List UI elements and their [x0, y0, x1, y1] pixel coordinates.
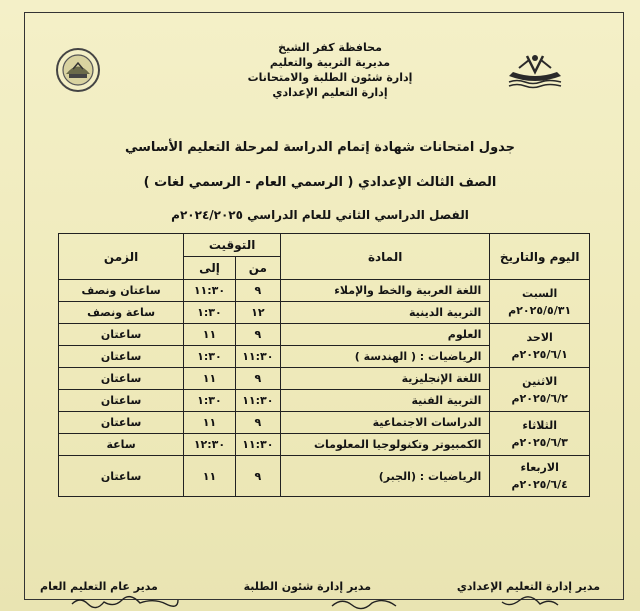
header-line-prep-admin: إدارة التعليم الإعدادي — [272, 86, 388, 99]
to-cell: ١١:٣٠ — [184, 280, 236, 302]
day-cell — [490, 368, 590, 412]
day-date: ٢٠٢٥/٦/٣م — [511, 435, 568, 449]
from-cell: ١١:٣٠ — [235, 390, 280, 412]
day-name: الاحد — [526, 330, 553, 344]
day-date: ٢٠٢٥/٥/٣١م — [508, 303, 572, 317]
exam-schedule-table — [58, 233, 590, 497]
duration-cell: ساعتان — [59, 346, 184, 368]
to-cell: ١١ — [184, 368, 236, 390]
title-term: الفصل الدراسي الثاني للعام الدراسي ٢٠٢٤/٢٠٢٥م — [171, 208, 469, 222]
signature-general-director: مدير عام التعليم العام — [40, 580, 158, 593]
from-cell: ٩ — [235, 412, 280, 434]
title-grade: الصف الثالث الإعدادي ( الرسمي العام - الرسمي لغات ) — [143, 175, 497, 190]
table-row — [59, 412, 590, 434]
subject-cell: اللغة الإنجليزية — [280, 368, 489, 390]
day-name: الثلاثاء — [522, 418, 557, 432]
subject-cell: الرياضيات : (الجبر) — [280, 456, 489, 497]
signature-row — [40, 580, 600, 593]
from-cell: ٩ — [235, 368, 280, 390]
subject-cell: الكمبيوتر وتكنولوجيا المعلومات — [280, 434, 489, 456]
subject-cell: التربية الدينية — [280, 302, 489, 324]
signature-prep-director: مدير إدارة التعليم الإعدادي — [456, 580, 600, 593]
to-cell: ١:٣٠ — [184, 302, 236, 324]
duration-cell: ساعتان — [59, 456, 184, 497]
header-day-date: اليوم والتاريخ — [490, 234, 590, 280]
title-grade-wrap — [40, 175, 600, 190]
day-cell — [490, 280, 590, 324]
duration-cell: ساعتان — [59, 324, 184, 346]
day-date: ٢٠٢٥/٦/٢م — [511, 391, 568, 405]
table-row — [59, 456, 590, 497]
title-main: جدول امتحانات شهادة إتمام الدراسة لمرحلة التعليم الأساسي — [124, 140, 516, 155]
title-main-wrap — [40, 140, 600, 155]
header-line-directorate: مديرية التربية والتعليم — [269, 56, 391, 69]
from-cell: ١٢ — [235, 302, 280, 324]
header-timing: التوقيت — [184, 234, 281, 257]
day-cell — [490, 456, 590, 497]
title-term-wrap — [40, 208, 600, 222]
handwritten-signature-general — [70, 594, 180, 610]
header-subject: المادة — [280, 234, 489, 280]
day-name: الاربعاء — [520, 461, 559, 474]
header-line-students-affairs: إدارة شئون الطلبة والامتحانات — [247, 71, 413, 84]
duration-cell: ساعتان — [59, 412, 184, 434]
to-cell: ١١ — [184, 324, 236, 346]
header-to: إلى — [184, 257, 236, 280]
table-row — [59, 324, 590, 346]
ministry-header — [220, 40, 440, 100]
to-cell: ١٢:٣٠ — [184, 434, 236, 456]
subject-cell: الرياضيات : ( الهندسة ) — [280, 346, 489, 368]
duration-cell: ساعتان — [59, 390, 184, 412]
day-name: الاثنين — [522, 374, 558, 388]
day-name: السبت — [522, 286, 558, 300]
duration-cell: ساعة ونصف — [59, 302, 184, 324]
duration-cell: ساعتان ونصف — [59, 280, 184, 302]
governorate-seal-icon — [55, 47, 101, 93]
from-cell: ٩ — [235, 280, 280, 302]
signature-students-director: مدير إدارة شئون الطلبة — [243, 580, 372, 593]
header-from: من — [235, 257, 280, 280]
handwritten-signature-students — [330, 594, 400, 610]
to-cell: ١:٣٠ — [184, 346, 236, 368]
subject-cell: اللغة العربية والخط والإملاء — [280, 280, 489, 302]
duration-cell: ساعة — [59, 434, 184, 456]
table-row — [59, 280, 590, 302]
subject-cell: العلوم — [280, 324, 489, 346]
to-cell: ١:٣٠ — [184, 390, 236, 412]
pharaonic-boat-emblem-icon — [505, 50, 565, 90]
day-cell — [490, 412, 590, 456]
duration-cell: ساعتان — [59, 368, 184, 390]
day-cell — [490, 324, 590, 368]
subject-cell: الدراسات الاجتماعية — [280, 412, 489, 434]
header-line-governorate: محافظة كفر الشيخ — [278, 41, 382, 54]
day-date: ٢٠٢٥/٦/٤م — [511, 478, 568, 491]
day-date: ٢٠٢٥/٦/١م — [511, 347, 568, 361]
from-cell: ٩ — [235, 324, 280, 346]
to-cell: ١١ — [184, 456, 236, 497]
from-cell: ١١:٣٠ — [235, 346, 280, 368]
to-cell: ١١ — [184, 412, 236, 434]
header-duration: الزمن — [59, 234, 184, 280]
subject-cell: التربية الفنية — [280, 390, 489, 412]
handwritten-signature-prep — [500, 594, 560, 610]
from-cell: ١١:٣٠ — [235, 434, 280, 456]
table-row — [59, 368, 590, 390]
from-cell: ٩ — [235, 456, 280, 497]
